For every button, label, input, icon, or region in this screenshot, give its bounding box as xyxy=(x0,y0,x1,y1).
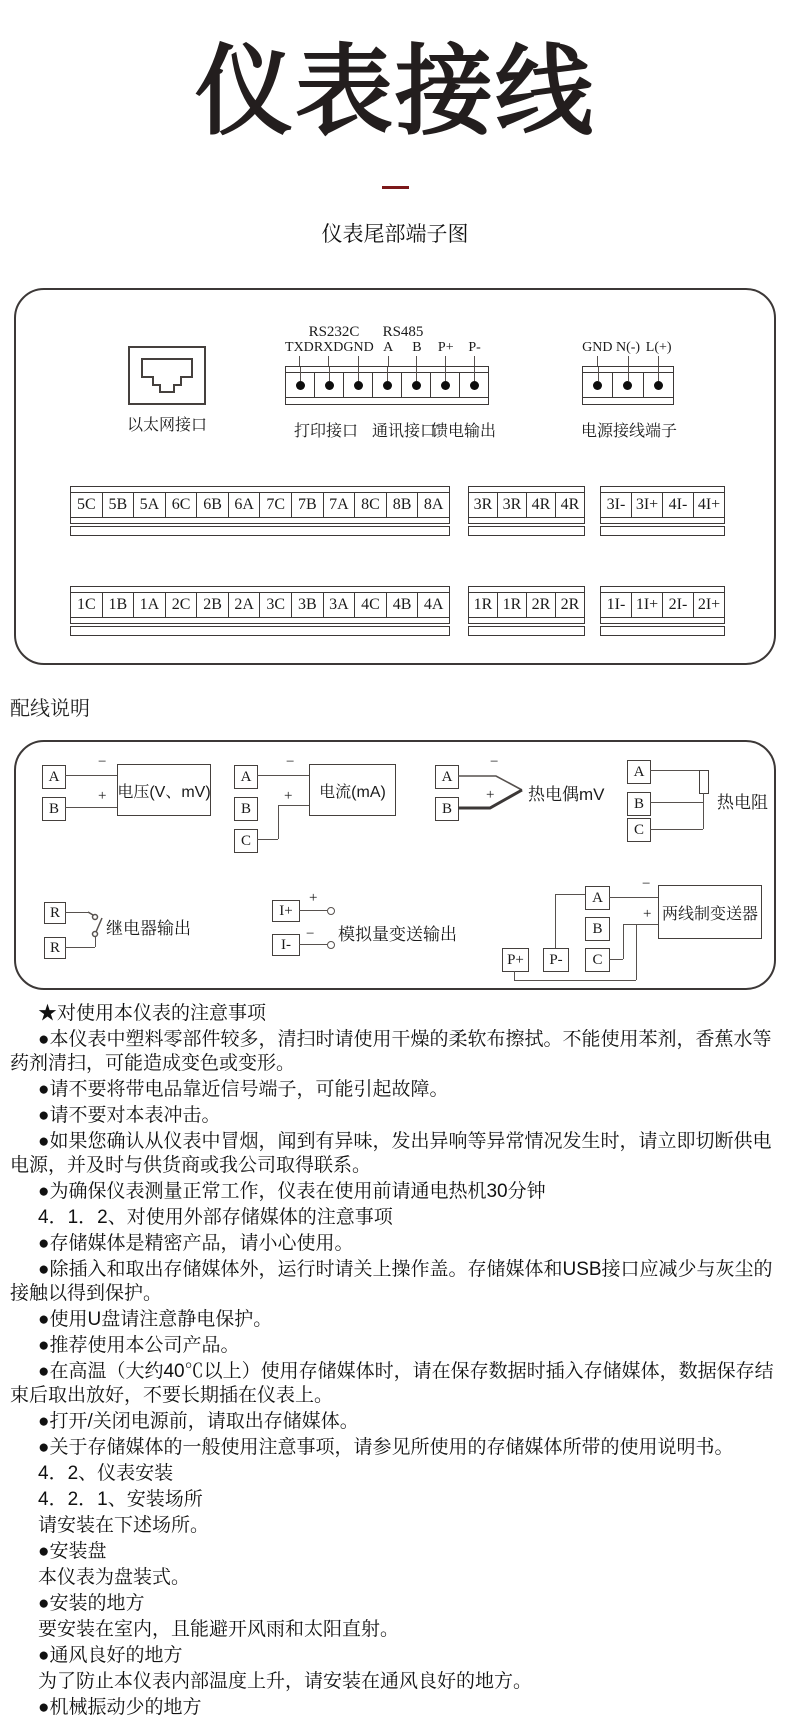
terminal-box: C xyxy=(627,818,651,842)
wire xyxy=(650,829,703,830)
wire xyxy=(636,924,637,980)
wire xyxy=(299,910,327,911)
terminal-panel xyxy=(14,288,776,665)
pin-label-column xyxy=(460,340,489,366)
wire xyxy=(278,805,309,806)
terminal-cell: 1R xyxy=(497,593,526,617)
terminal-base-strip xyxy=(468,626,585,636)
terminal-cell: 2B xyxy=(196,593,228,617)
current-device-box: 电流(mA) xyxy=(309,764,396,816)
terminal-cell: 4A xyxy=(417,593,449,617)
print-port-label: 打印接口 xyxy=(293,423,359,440)
terminal-screw-cell xyxy=(401,373,430,397)
terminal-dot xyxy=(593,381,602,390)
terminal-cell: 3B xyxy=(291,593,323,617)
wire xyxy=(703,793,704,829)
wiring-section-title: 配线说明 xyxy=(10,698,90,720)
terminal-box: P- xyxy=(543,948,569,972)
terminal-screw-cell xyxy=(643,373,673,397)
terminal-dot xyxy=(623,381,632,390)
note-paragraph: 4．2、仪表安装 xyxy=(38,1463,174,1484)
terminal-cell: 1B xyxy=(102,593,134,617)
strip-bottom-rail xyxy=(286,397,488,404)
terminal-box: B xyxy=(42,797,66,821)
wire xyxy=(555,894,556,948)
terminal-cell: 3R xyxy=(473,496,493,513)
note-paragraph: ●为确保仪表测量正常工作，仪表在使用前请通电热机30分钟 xyxy=(38,1181,546,1202)
pin-label: GND xyxy=(343,340,374,355)
rs485-label: RS485 xyxy=(382,324,424,340)
comm-terminal-block xyxy=(285,324,489,405)
terminal-cell: 1R xyxy=(473,596,493,613)
relay-output-label: 继电器输出 xyxy=(106,919,191,938)
terminal-base-strip xyxy=(600,526,725,536)
note-paragraph: ●请不要对本表冲击。 xyxy=(38,1105,221,1126)
terminal-cell: 4R xyxy=(526,493,555,517)
pin-leader-line xyxy=(445,356,446,366)
terminal-box: R xyxy=(44,937,66,959)
terminal-cell: 5A xyxy=(133,493,165,517)
terminal-base-strip xyxy=(70,626,450,636)
terminal-row2-inputs xyxy=(70,586,450,636)
note-paragraph: 请安装在下述场所。 xyxy=(38,1515,210,1536)
strip-bottom-rail xyxy=(583,397,673,404)
polarity-minus: − xyxy=(306,926,315,942)
open-terminal-icon xyxy=(327,907,335,915)
note-paragraph: ★对使用本仪表的注意事项 xyxy=(38,1003,267,1024)
pin-leader-line xyxy=(474,367,475,381)
note-paragraph: 为了防止本仪表内部温度上升，请安装在通风良好的地方。 xyxy=(38,1671,533,1692)
terminal-dot xyxy=(325,381,334,390)
terminal-cell: 1I+ xyxy=(631,593,662,617)
terminal-screw-cell xyxy=(459,373,488,397)
analog-output-label: 模拟量变送输出 xyxy=(338,925,457,944)
wire xyxy=(609,897,658,898)
terminal-cell: 3A xyxy=(323,593,355,617)
pin-leader-line xyxy=(416,356,417,366)
wire xyxy=(514,971,515,980)
terminal-cell: 2A xyxy=(228,593,260,617)
terminal-cell: 2I+ xyxy=(693,593,724,617)
wire xyxy=(555,894,585,895)
polarity-minus: − xyxy=(490,754,499,770)
rs232c-label: RS232C xyxy=(308,324,360,340)
wire xyxy=(650,802,703,803)
notes-section xyxy=(0,1000,790,1722)
pin-leader-line xyxy=(358,367,359,381)
pin-label: L(+) xyxy=(645,340,672,355)
pin-label: B xyxy=(412,340,422,355)
comm-terminal-strip xyxy=(285,366,489,405)
pin-leader-line xyxy=(628,356,629,366)
pin-label-column xyxy=(613,340,644,366)
note-paragraph: ●在高温（大约40℃以上）使用存储媒体时，请在保存数据时插入存储媒体，数据保存结束后取出放好，不要长期插在仪表上。 xyxy=(10,1361,774,1406)
pin-label: TXD xyxy=(285,340,314,355)
page-title: 仪表接线 xyxy=(194,36,595,146)
pin-leader-line xyxy=(329,367,330,381)
wire xyxy=(257,775,309,776)
terminal-box: A xyxy=(42,765,66,789)
terminal-row1-outputs xyxy=(600,486,725,536)
transmitter-device-box: 两线制变送器 xyxy=(658,885,762,939)
terminal-row1-relays xyxy=(468,486,585,536)
polarity-plus: + xyxy=(643,906,652,922)
pin-label: A xyxy=(383,340,394,355)
terminal-box: A xyxy=(435,765,459,789)
terminal-cell: 7C xyxy=(259,493,291,517)
pin-label-column xyxy=(314,340,344,366)
pin-label-column xyxy=(374,340,403,366)
terminal-screw-cell xyxy=(430,373,459,397)
terminal-cell: 2R xyxy=(555,593,584,617)
pin-leader-line xyxy=(597,356,598,366)
wire xyxy=(65,912,88,913)
pin-label-column xyxy=(582,340,613,366)
pin-leader-line xyxy=(416,367,417,381)
terminal-box: R xyxy=(44,902,66,924)
terminal-cell: 3R xyxy=(497,493,526,517)
wire xyxy=(299,944,327,945)
open-terminal-icon xyxy=(327,941,335,949)
terminal-box: B xyxy=(585,917,610,941)
pin-label-column xyxy=(403,340,432,366)
pin-leader-line xyxy=(328,356,329,366)
terminal-dot xyxy=(296,381,305,390)
note-paragraph: ●请不要将带电品靠近信号端子，可能引起故障。 xyxy=(38,1079,449,1100)
pin-label-column xyxy=(343,340,373,366)
terminal-cell: 8A xyxy=(417,493,449,517)
pin-label: GND xyxy=(582,340,613,355)
note-paragraph: ●除插入和取出存储媒体外，运行时请关上操作盖。存储媒体和USB接口应减少与灰尘的接触以得到保护。 xyxy=(10,1259,773,1304)
terminal-dot xyxy=(354,381,363,390)
pin-label: P- xyxy=(468,340,481,355)
terminal-base-strip xyxy=(600,626,725,636)
note-paragraph: ●如果您确认从仪表中冒烟，闻到有异味，发出异响等异常情况发生时，请立即切断供电电源，并及时与供货商或我公司取得联系。 xyxy=(10,1131,772,1176)
note-paragraph: ●推荐使用本公司产品。 xyxy=(38,1335,240,1356)
pin-label: N(-) xyxy=(615,340,641,355)
terminal-cell: 8B xyxy=(386,493,418,517)
pin-leader-line xyxy=(598,367,599,381)
terminal-cell: 1C xyxy=(76,596,96,613)
pin-label: P+ xyxy=(437,340,454,355)
ethernet-label: 以太网接口 xyxy=(126,417,208,434)
terminal-dot xyxy=(412,381,421,390)
note-paragraph: ●存储媒体是精密产品，请小心使用。 xyxy=(38,1233,354,1254)
note-paragraph: 本仪表为盘装式。 xyxy=(38,1567,191,1588)
pin-leader-line xyxy=(358,356,359,366)
terminal-cell: 2R xyxy=(526,593,555,617)
rtd-label: 热电阻 xyxy=(717,793,768,812)
terminal-dot xyxy=(654,381,663,390)
rtd-resistor-icon xyxy=(699,770,709,794)
terminal-dot xyxy=(383,381,392,390)
terminal-cell: 5C xyxy=(76,496,96,513)
pin-leader-line xyxy=(387,367,388,381)
terminal-row1-inputs xyxy=(70,486,450,536)
terminal-cell: 4R xyxy=(555,493,584,517)
terminal-box: I- xyxy=(272,934,300,956)
terminal-row2-outputs xyxy=(600,586,725,636)
pin-leader-line xyxy=(300,367,301,381)
pin-label: RXD xyxy=(313,340,344,355)
voltage-device-box: 电压(V、mV) xyxy=(117,764,211,816)
terminal-cell: 4B xyxy=(386,593,418,617)
terminal-box: C xyxy=(234,829,258,853)
note-paragraph: ●安装盘 xyxy=(38,1541,107,1562)
terminal-cell: 3I+ xyxy=(631,493,662,517)
terminal-cell: 6C xyxy=(165,493,197,517)
terminal-box: A xyxy=(234,765,258,789)
terminal-base-strip xyxy=(70,526,450,536)
note-paragraph: 要安装在室内，且能避开风雨和太阳直射。 xyxy=(38,1619,400,1640)
terminal-screw-cell xyxy=(372,373,401,397)
comm-group-labels xyxy=(285,324,489,340)
terminal-cell: 6B xyxy=(196,493,228,517)
note-paragraph: ●机械振动少的地方 xyxy=(38,1697,202,1718)
terminal-box: B xyxy=(627,792,651,816)
terminal-box: C xyxy=(585,948,610,972)
terminal-cell: 8C xyxy=(354,493,386,517)
terminal-cell: 3C xyxy=(259,593,291,617)
terminal-cell: 4C xyxy=(354,593,386,617)
wire xyxy=(623,924,658,925)
pin-leader-line xyxy=(445,367,446,381)
polarity-minus: − xyxy=(286,754,295,770)
terminal-dot xyxy=(470,381,479,390)
pin-leader-line xyxy=(658,367,659,381)
polarity-plus: + xyxy=(486,787,495,803)
note-paragraph: 4．2．1、安装场所 xyxy=(38,1489,203,1510)
terminal-box: I+ xyxy=(272,900,300,922)
terminal-cell: 5B xyxy=(102,493,134,517)
terminal-screw-cell xyxy=(583,373,612,397)
polarity-plus: + xyxy=(284,788,293,804)
wire xyxy=(514,980,636,981)
title-divider xyxy=(382,186,409,189)
wire xyxy=(65,807,117,808)
terminal-cell: 1A xyxy=(133,593,165,617)
terminal-box: B xyxy=(435,797,459,821)
terminal-box: P+ xyxy=(502,948,529,972)
terminal-cell: 1I- xyxy=(606,596,626,613)
pin-label-column xyxy=(643,340,674,366)
relay-switch-icon xyxy=(86,906,108,940)
feed-output-label: 馈电输出 xyxy=(431,423,497,440)
terminal-screw-cell xyxy=(343,373,372,397)
wire xyxy=(623,924,624,959)
terminal-cell: 7A xyxy=(323,493,355,517)
wire xyxy=(257,839,278,840)
terminal-cell: 4I+ xyxy=(693,493,724,517)
terminal-box: B xyxy=(234,797,258,821)
pin-label-column xyxy=(285,340,314,366)
note-paragraph: ●安装的地方 xyxy=(38,1593,145,1614)
note-paragraph: 4．1．2、对使用外部存储媒体的注意事项 xyxy=(38,1207,393,1228)
wire xyxy=(278,805,279,839)
thermocouple-label: 热电偶mV xyxy=(528,785,605,804)
note-paragraph: ●关于存储媒体的一般使用注意事项，请参见所使用的存储媒体所带的使用说明书。 xyxy=(38,1437,734,1458)
terminal-row2-relays xyxy=(468,586,585,636)
wire xyxy=(609,959,623,960)
terminal-cell: 3I- xyxy=(606,496,626,513)
wire xyxy=(65,775,117,776)
terminal-screw-cell xyxy=(286,373,314,397)
terminal-cell: 2C xyxy=(165,593,197,617)
terminal-dot xyxy=(441,381,450,390)
terminal-screw-cell xyxy=(314,373,343,397)
wire xyxy=(65,947,95,948)
note-paragraph: ●打开/关闭电源前，请取出存储媒体。 xyxy=(38,1411,359,1432)
pin-leader-line xyxy=(628,367,629,381)
power-terminal-strip xyxy=(582,366,674,405)
pin-label-column xyxy=(431,340,460,366)
polarity-minus: − xyxy=(642,876,651,892)
wire xyxy=(650,770,703,771)
terminal-cell: 2I- xyxy=(662,593,693,617)
polarity-plus: + xyxy=(309,890,318,906)
pin-leader-line xyxy=(299,356,300,366)
note-paragraph: ●通风良好的地方 xyxy=(38,1645,183,1666)
terminal-base-strip xyxy=(468,526,585,536)
power-terminal-label: 电源接线端子 xyxy=(580,423,678,440)
power-terminal-block xyxy=(582,340,674,405)
terminal-cell: 6A xyxy=(228,493,260,517)
terminal-box: A xyxy=(585,886,610,910)
polarity-minus: − xyxy=(98,754,107,770)
terminal-diagram-subtitle: 仪表尾部端子图 xyxy=(321,223,469,246)
note-paragraph: ●本仪表中塑料零部件较多，清扫时请使用干燥的柔软布擦拭。不能使用苯剂，香蕉水等药剂清扫，可能造成变色或变形。 xyxy=(10,1029,772,1074)
terminal-box: A xyxy=(627,760,651,784)
pin-leader-line xyxy=(388,356,389,366)
pin-leader-line xyxy=(474,356,475,366)
terminal-screw-cell xyxy=(612,373,642,397)
terminal-cell: 7B xyxy=(291,493,323,517)
terminal-cell: 4I- xyxy=(662,493,693,517)
note-paragraph: ●使用U盘请注意静电保护。 xyxy=(38,1309,273,1330)
pin-leader-line xyxy=(658,356,659,366)
ethernet-port-icon xyxy=(128,346,206,406)
comm-port-label: 通讯接口 xyxy=(371,423,437,440)
wiring-panel xyxy=(14,740,776,990)
polarity-plus: + xyxy=(98,788,107,804)
